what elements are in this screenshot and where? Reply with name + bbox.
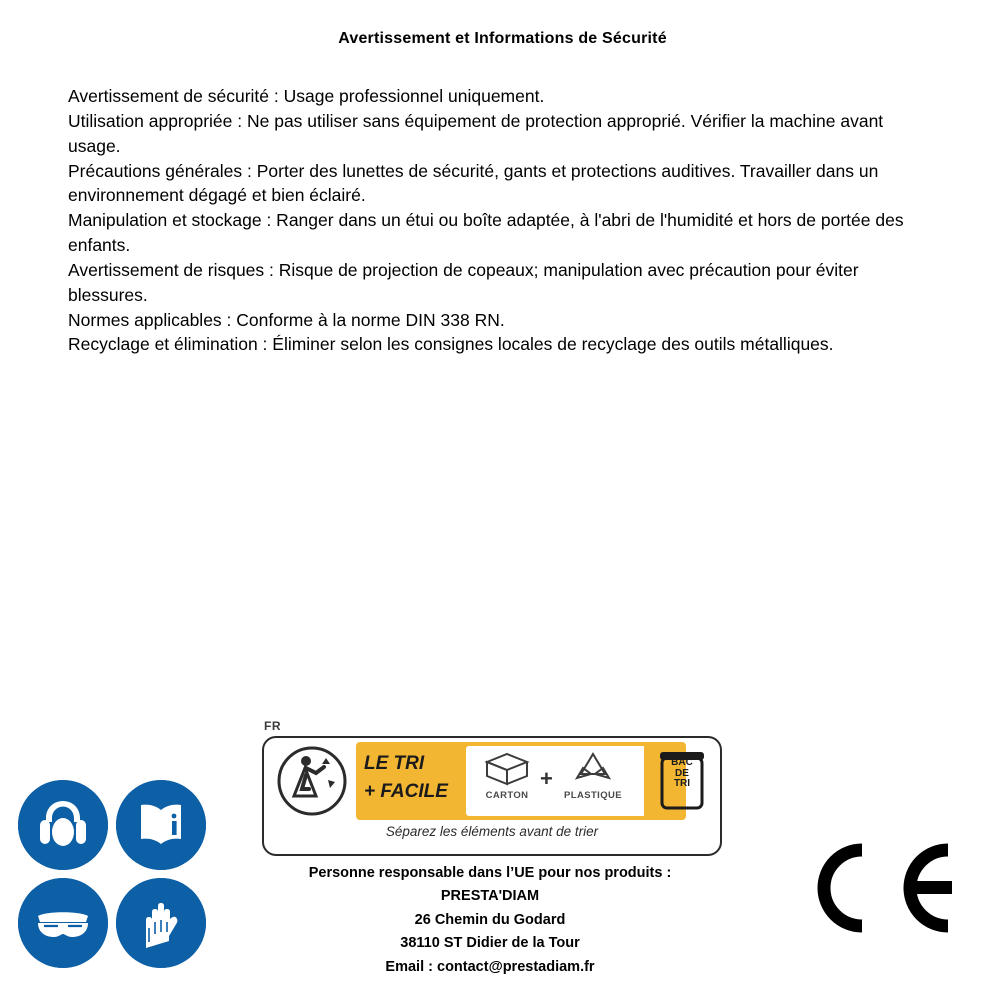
read-instructions-icon: [116, 780, 206, 870]
footer-area: [0, 690, 1005, 1005]
ce-marking-icon: [800, 838, 960, 938]
bin-text: [660, 758, 704, 790]
company-name: PRESTA'DIAM: [440, 888, 540, 905]
email-label: Email :: [385, 958, 437, 975]
safety-line: Avertissement de risques : Risque de projection de copeaux; manipulation avec précaution pour éviter blessures.: [68, 259, 859, 305]
ear-protection-icon: [18, 780, 108, 870]
carton-label: CARTON: [485, 790, 529, 801]
responsible-person-block: [200, 862, 780, 979]
pictogram-grid: [18, 780, 218, 980]
address-line-2: 38110 ST Didier de la Tour: [400, 935, 580, 952]
safety-line: Manipulation et stockage : Ranger dans un étui ou boîte adaptée, à l'abri de l'humidité et hors de portée des enfants.: [68, 210, 904, 256]
triman-headline: [364, 750, 462, 805]
triman-symbol-icon: [272, 744, 352, 818]
safety-line: Normes applicables : Conforme à la norme DIN 338 RN.: [68, 309, 505, 330]
triman-headline-line2: + FACILE: [364, 780, 448, 802]
responsible-person-heading-suffix: pour nos produits :: [534, 865, 672, 881]
bin-text-line2: DE: [675, 767, 689, 779]
safety-line: Utilisation appropriée : Ne pas utiliser sans équipement de protection approprié. Vérifier la machine avant usage.: [68, 110, 884, 156]
responsible-person-heading: [200, 862, 780, 885]
carton-item: [474, 748, 540, 801]
responsible-person-heading-em: UE: [514, 865, 535, 881]
plus-sign: +: [540, 766, 553, 791]
eye-protection-icon: [18, 878, 108, 968]
triman-recycling-label: [262, 719, 718, 852]
responsible-person-heading-prefix: Personne responsable dans l’: [308, 865, 515, 881]
bin-text-line1: BAC: [671, 757, 693, 768]
bin-text-line3: TRI: [673, 778, 691, 789]
plastique-label: PLASTIQUE: [564, 790, 622, 801]
safety-information-block: [0, 48, 1005, 357]
triman-headline-line1: LE TRI: [364, 753, 425, 774]
plastique-item: [560, 748, 626, 801]
email-address: contact@prestadiam.fr: [437, 958, 595, 975]
triman-footer-text: Séparez les éléments avant de trier: [385, 824, 599, 839]
safety-line: Recyclage et élimination : Éliminer selon les consignes locales de recyclage des outils métalliques.: [68, 334, 834, 355]
email-line: [200, 956, 780, 979]
safety-line: Précautions générales : Porter des lunettes de sécurité, gants et protections auditives. Travailler dans un environnement dégagé et bien éclairé.: [68, 160, 879, 206]
safety-line: Avertissement de sécurité : Usage professionnel uniquement.: [68, 86, 545, 106]
hand-protection-icon: [116, 878, 206, 968]
page-title: Avertissement et Informations de Sécurité: [338, 30, 667, 47]
address-line-1: 26 Chemin du Godard: [414, 911, 566, 928]
triman-language-tag: FR: [264, 719, 281, 733]
